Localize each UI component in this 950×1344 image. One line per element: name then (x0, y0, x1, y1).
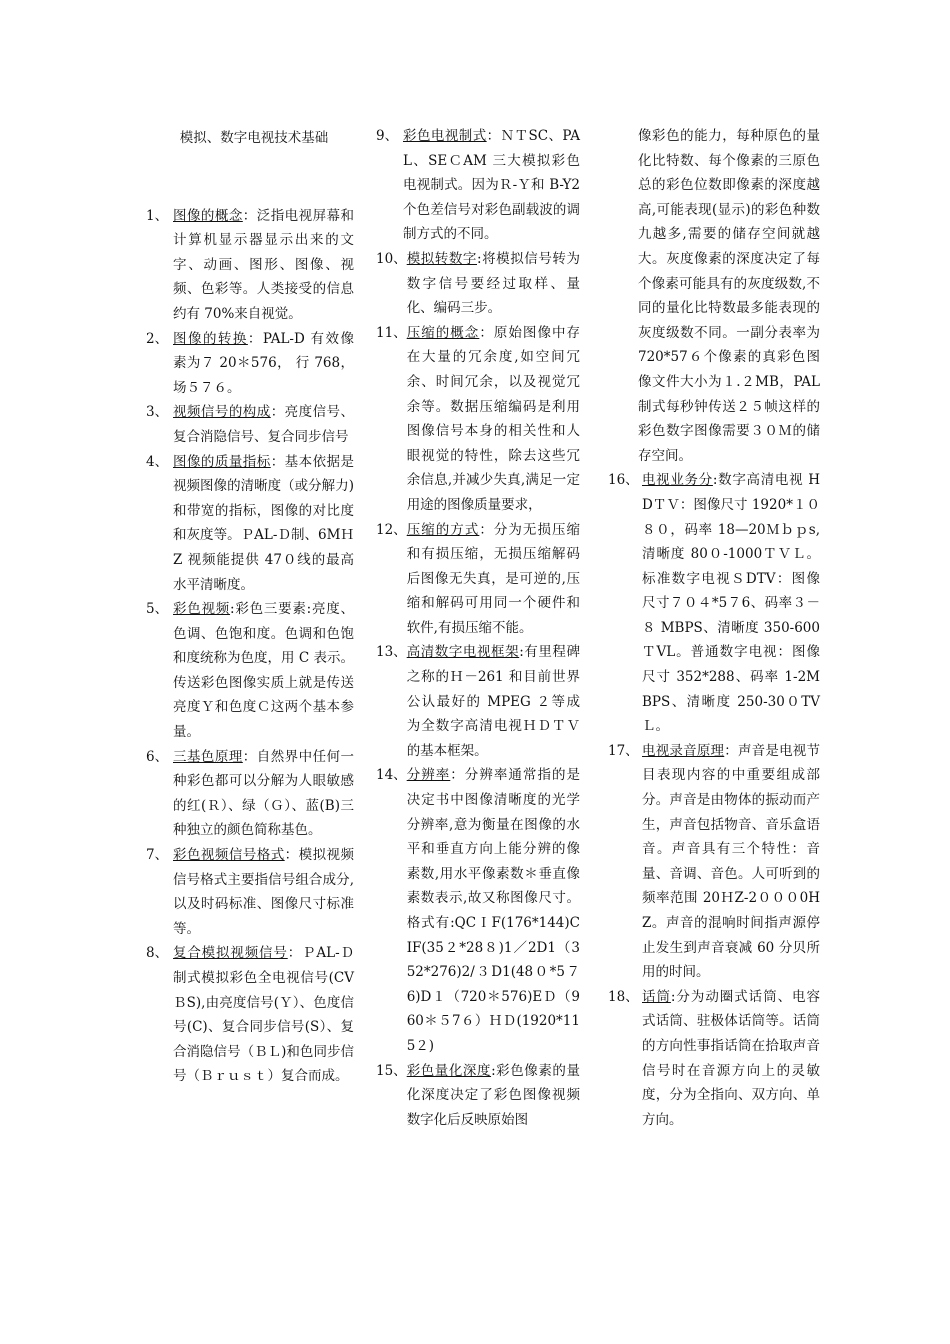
continued-paragraph: 像彩色的能力，每种原色的量化比特数、每个像素的三原色总的彩色位数即像素的深度越高,可能表现(显示)的彩色种数九越多,需要的储存空间就越大。灰度像素的深度决定了每个像素可能具有的灰度级数,不同的量化比特数最多能表现的灰度级数不同。一副分表率为 720*57６个像素的真彩色图像文件大小为１.２MB，PAL 制式每秒钟传送２５帧这样的彩色数字图像需要３０Ｍ的储存空间。 (638, 128, 820, 464)
item-term: 压缩的方式 (406, 521, 480, 538)
item-number: 6、 (146, 748, 169, 765)
item-body (173, 327, 354, 401)
item-term: 彩色电视制式 (403, 128, 487, 144)
item-number: 3、 (146, 404, 169, 421)
item-text: ：ＰAL-Ｄ制式模拟彩色全电视信号(CVＢS),由亮度信号(Ｙ）、色度信号(C)、复合同步信号(S）、复合消隐信号（ＢＬ)和色同步信号（Ｂｒｕｓｔ）复合而成。 (173, 945, 355, 1085)
item-number: 18、 (608, 988, 639, 1005)
item-body (173, 450, 354, 598)
list-item (376, 247, 580, 321)
item-number: 2、 (146, 330, 169, 347)
item-term: 图像的概念 (173, 207, 243, 224)
item-text: ：基本依据是视频图像的清晰度（或分解力)和带宽的指标，图像的对比度和灰度等。ＰAL-Ｄ制、6MＨZ 视频能提供 47０线的最高水平清晰度。 (173, 453, 355, 593)
list-item (376, 321, 580, 518)
column-1 (146, 124, 354, 1089)
item-body (403, 124, 580, 247)
item-number: 17、 (608, 742, 639, 759)
list-item (376, 124, 580, 247)
list-item (146, 843, 354, 941)
item-text: :彩色三要素:亮度、色调、色饱和度。色调和色饱和度统称为色度，用 C 表示。传送彩色图像实质上就是传送亮度Ｙ和色度Ｃ这两个基本参量。 (173, 601, 354, 741)
item-number: 16、 (608, 472, 639, 489)
item-body (407, 247, 580, 321)
list-item (608, 468, 820, 739)
item-text: :有里程碑之称的Ｈ－261 和目前世界公认最好的 MPEG ２等成为全数字高清电视ＨＤＴＶ的基本框架。 (406, 644, 580, 759)
item-term: 图像的质量指标 (173, 453, 271, 470)
item-number: 14、 (376, 767, 407, 784)
item-term: 复合模拟视频信号 (173, 945, 288, 962)
list-item (146, 204, 354, 327)
item-text: ：PAL-D 有效像素为７ 20＊576， 行 768，场５７６。 (173, 330, 354, 396)
list-item (376, 763, 580, 1058)
item-body (407, 640, 580, 763)
item-text: :彩色像素的量化深度决定了彩色图像视频数字化后反映原始图 (406, 1062, 580, 1128)
item-number: 4、 (146, 453, 169, 470)
column-2 (376, 124, 580, 1132)
item-number: 10、 (376, 250, 407, 267)
item-term: 压缩的概念 (406, 324, 480, 341)
item-term: 话筒 (642, 988, 671, 1005)
item-term: 彩色量化深度 (406, 1062, 492, 1079)
item-text: :将模拟信号转为数字信号要经过取样、量化、编码三步。 (406, 250, 580, 317)
item-term: 模拟转数字 (406, 250, 477, 267)
list-item (146, 400, 354, 449)
item-text: ：亮度信号、复合消隐信号、复合同步信号 (173, 404, 355, 445)
page-title: 模拟、数字电视技术基础 (179, 130, 329, 146)
item-text: ：分为无损压缩和有损压缩，无损压缩解码后图像无失真，是可逆的,压缩和解码可用同一个硬件和软件,有损压缩不能。 (406, 521, 581, 636)
item-body (173, 400, 354, 449)
list-item (146, 941, 354, 1089)
item-number: 8、 (146, 945, 169, 962)
item-body (642, 739, 820, 985)
item-term: 分辨率 (406, 767, 451, 784)
item-body (173, 204, 354, 327)
list-item (146, 450, 354, 598)
item-number: 1、 (146, 207, 169, 224)
list-item (146, 327, 354, 401)
item-list-3 (608, 468, 820, 1132)
item-body (642, 468, 820, 739)
item-number: 15、 (376, 1062, 407, 1079)
item-number: 13、 (376, 644, 407, 661)
item-body (642, 985, 820, 1133)
list-item (376, 518, 580, 641)
item-text: ：泛指电视屏幕和计算机显示器显示出来的文字、动画、图形、图像、视频、色彩等。人类接受的信息约有 70%来自视觉。 (173, 207, 355, 322)
item-body (173, 843, 354, 941)
item-term: 电视业务分 (642, 472, 713, 489)
item-term: 视频信号的构成 (173, 404, 271, 421)
item-body (407, 763, 580, 1058)
list-item (608, 739, 820, 985)
item-text: ：ＮＴSC、PAL、SEＣAM 三大模拟彩色电视制式。因为Ｒ-Ｙ和 B-Y2 个色差信号对彩色副载波的调制方式的不同。 (403, 128, 581, 243)
list-item (376, 1059, 580, 1133)
item-list-1 (146, 204, 354, 1089)
item-text: :分为动圈式话筒、电容式话筒、驻极体话筒等。话筒的方向性事指话筒在拾取声音信号时在音源方向上的灵敏度，分为全指向、双方向、单方向。 (642, 988, 820, 1128)
item-term: 彩色视频信号格式 (173, 847, 285, 864)
item-number: 11、 (376, 324, 407, 341)
item-text: ：自然界中任何一种彩色都可以分解为人眼敏感的红(Ｒ）、绿（Ｇ）、蓝(B)三种独立的颜色简称基色。 (173, 748, 355, 839)
item-term: 高清数字电视框架 (406, 644, 520, 661)
item-body (407, 321, 580, 518)
column-3 (608, 124, 820, 1132)
item-term: 图像的转换 (173, 330, 248, 347)
item-text: :数字高清电视 HDＴＶ：图像尺寸 1920*１０８０，码率 18—20Ｍｂｐs,清晰度 80０-1000ＴＶＬ。标准数字电视ＳDTV：图像尺寸７０４*5７6、码率３－８ MBPS、清晰度 350-600ＴVL。普通数字电视：图像尺寸 352*288、码率 1-2MBPS、清晰度 250-30０TVＬ。 (642, 472, 820, 735)
item-term: 三基色原理 (173, 748, 243, 765)
item-text: ：声音是电视节目表现内容的中重要组成部分。声音是由物体的振动而产生，声音包括物音、音乐盒语音。声音具有三个特性：音量、音调、音色。人可听到的频率范围 20ＨZ-2０００0HZ。声音的混响时间指声源停止发生到声音衰减 60 分贝所用的时间。 (642, 742, 820, 981)
item-text: ：模拟视频信号格式主要指信号组合成分,以及时码标准、图像尺寸标准等。 (173, 847, 355, 937)
item-body (407, 1059, 580, 1133)
item-term: 电视录音原理 (642, 742, 725, 759)
item-body (173, 597, 354, 745)
item-number: 5、 (146, 601, 169, 618)
item-text: ：原始图像中存在大量的冗余度,如空间冗余、时间冗余，以及视觉冗余等。数据压缩编码是利用图像信号本身的相关性和人眼视觉的特性，除去这些冗余信息,并减少失真,满足一定用途的图像质量要求， (406, 324, 581, 513)
item-number: 9、 (376, 128, 399, 144)
item-number: 7、 (146, 847, 169, 864)
item-body (407, 518, 580, 641)
list-item (376, 640, 580, 763)
list-item (608, 985, 820, 1133)
item-text: ：分辨率通常指的是决定书中图像清晰度的光学分辨率,意为衡量在图像的水平和垂直方向上能分辨的像素数,用水平像素数＊垂直像素数表示,故又称图像尺寸。格式有:QCＩF(176*144)CIF(35２*28８)1／2D1（352*276)2/３D1(48０*5７6)D１（720＊576)EＤ（960＊５7６）ＨＤ(1920*115２) (406, 767, 581, 1054)
list-item (146, 745, 354, 843)
item-body (173, 941, 354, 1089)
item-term: 彩色视频 (173, 601, 231, 618)
item-list-2 (376, 124, 580, 1132)
item-body (173, 745, 354, 843)
list-item (146, 597, 354, 745)
item-number: 12、 (376, 521, 407, 538)
